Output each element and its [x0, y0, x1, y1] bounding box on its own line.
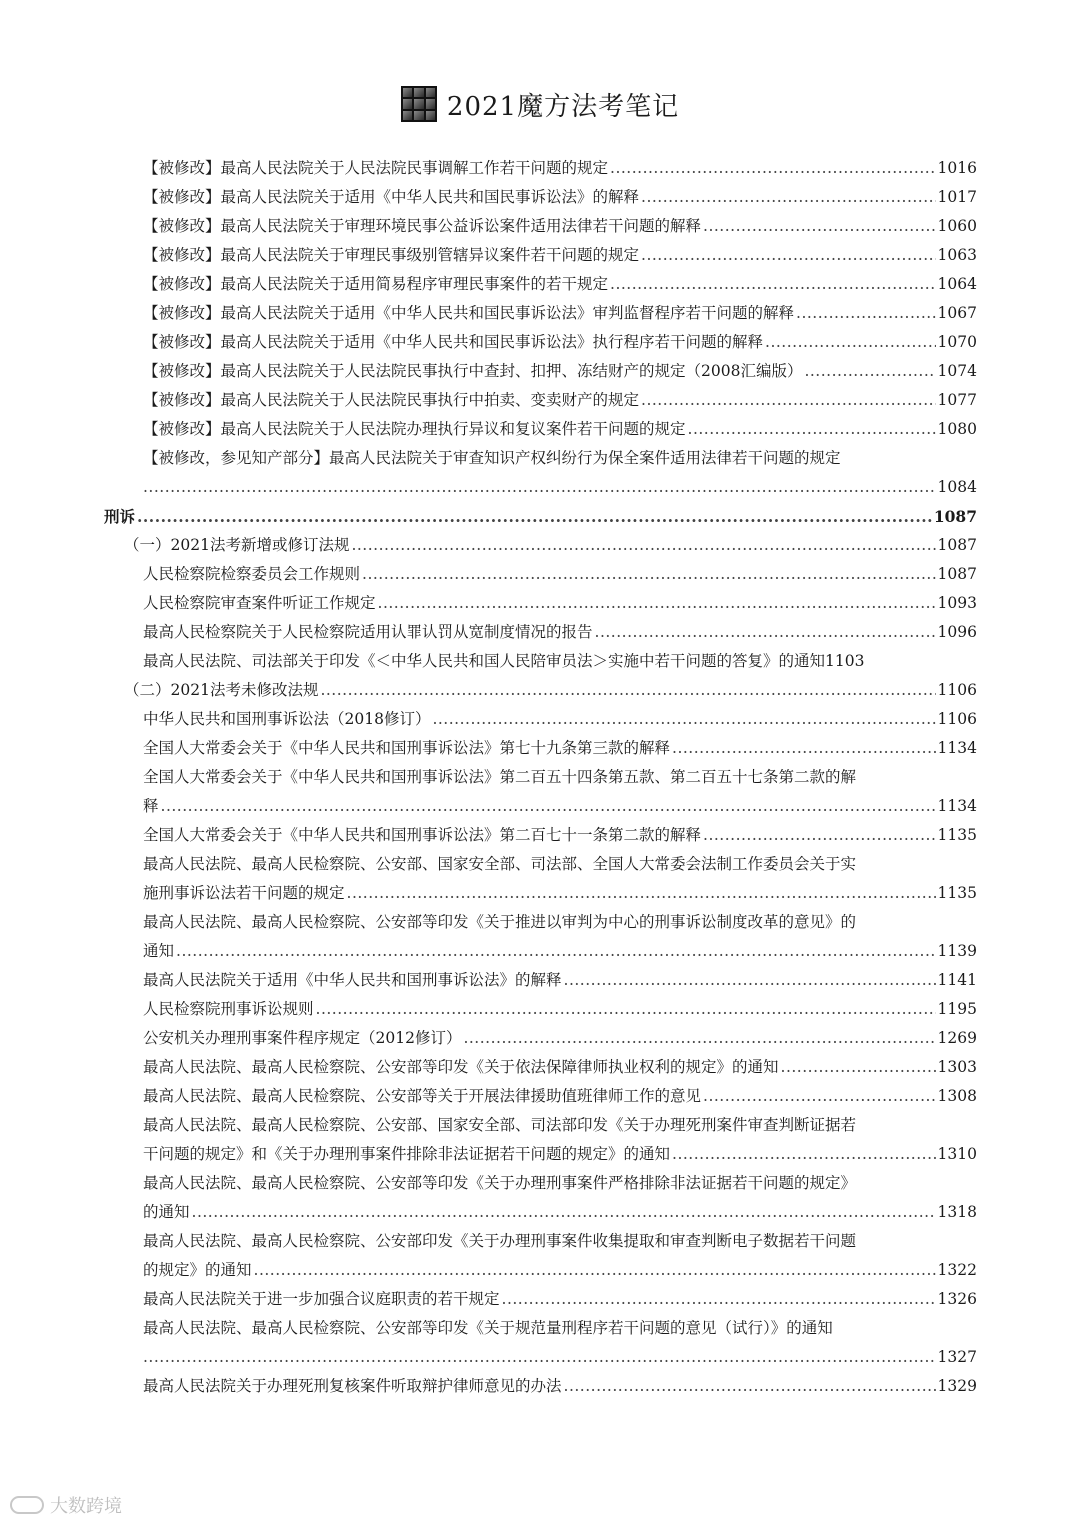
toc-entry-title: 人民检察院审查案件听证工作规定 [143, 594, 376, 612]
toc-entry-page: 1070 [937, 333, 977, 351]
toc-entry[interactable] [143, 560, 977, 589]
toc-entry[interactable] [143, 821, 977, 850]
toc-entry-page: 1303 [937, 1058, 977, 1076]
toc-entry-line2: 释 [143, 797, 159, 815]
toc-entry-page: 1308 [937, 1087, 977, 1105]
toc-entry-page: 1269 [937, 1029, 977, 1047]
toc-entry-line1[interactable]: 全国人大常委会关于《中华人民共和国刑事诉讼法》第二百五十四条第五款、第二百五十七条第二款的解 [143, 768, 857, 786]
toc-entry-title: 最高人民法院关于适用《中华人民共和国刑事诉讼法》的解释 [143, 971, 562, 989]
toc-entry[interactable] [143, 415, 977, 444]
toc-entry-title: 【被修改】最高人民法院关于人民法院民事调解工作若干问题的规定 [143, 159, 609, 177]
toc-entry-page: 1017 [937, 188, 977, 206]
toc-section-page: 1087 [933, 507, 977, 526]
toc-entry-page: 1310 [937, 1145, 977, 1163]
toc-entry-line1[interactable]: 最高人民法院、最高人民检察院、公安部、国家安全部、司法部印发《关于办理死刑案件审查判断证据若 [143, 1116, 857, 1134]
toc-entry[interactable] [143, 647, 977, 676]
toc-entry-title: 最高人民检察院关于人民检察院适用认罪认罚从宽制度情况的报告 [143, 623, 593, 641]
toc-entry-title: 【被修改】最高人民法院关于适用《中华人民共和国民事诉讼法》执行程序若干问题的解释 [143, 333, 764, 351]
toc-entry-line1[interactable]: 最高人民法院、最高人民检察院、公安部、国家安全部、司法部、全国人大常委会法制工作委员会关于实 [143, 855, 857, 873]
chain-link-icon [10, 1496, 44, 1514]
toc-subsection[interactable] [124, 531, 977, 560]
toc-entry[interactable] [143, 270, 977, 299]
toc-entry-title: 人民检察院检察委员会工作规则 [143, 565, 361, 583]
toc-entry-page: 1064 [937, 275, 977, 293]
toc-entry-title: 全国人大常委会关于《中华人民共和国刑事诉讼法》第二百七十一条第二款的解释 [143, 826, 702, 844]
rubiks-cube-logo-icon [401, 86, 437, 122]
toc-entry-page: 1096 [937, 623, 977, 641]
toc-entry-page: 1093 [937, 594, 977, 612]
toc-entry-title: 最高人民法院关于进一步加强合议庭职责的若干规定 [143, 1290, 500, 1308]
toc-entry-page: 1080 [937, 420, 977, 438]
watermark-text: 大数跨境 [50, 1496, 122, 1517]
toc-entry-title: 【被修改】最高人民法院关于人民法院民事执行中查封、扣押、冻结财产的规定（2008汇编版） [143, 362, 803, 380]
toc-subsection-title: （二）2021法考未修改法规 [124, 681, 319, 699]
toc-entry-title: 【被修改】最高人民法院关于适用《中华人民共和国民事诉讼法》审判监督程序若干问题的解释 [143, 304, 795, 322]
toc-entry[interactable] [143, 734, 977, 763]
toc-entry-title: 全国人大常委会关于《中华人民共和国刑事诉讼法》第七十九条第三款的解释 [143, 739, 671, 757]
toc-entry[interactable] [143, 966, 977, 995]
toc-entry[interactable] [143, 1372, 977, 1401]
toc-entry-page: 1139 [937, 942, 977, 960]
toc-entry-title: 最高人民法院关于办理死刑复核案件听取辩护律师意见的办法 [143, 1377, 562, 1395]
toc-entry[interactable] [143, 299, 977, 328]
toc-subsection-title: （一）2021法考新增或修订法规 [124, 536, 350, 554]
toc-subsection-page: 1106 [937, 681, 977, 699]
toc-entry[interactable] [143, 589, 977, 618]
toc-entry-title: 【被修改】最高人民法院关于人民法院办理执行异议和复议案件若干问题的规定 [143, 420, 686, 438]
toc-entry[interactable] [143, 1053, 977, 1082]
toc-subsection[interactable] [124, 676, 977, 705]
toc-entry[interactable] [143, 1285, 977, 1314]
toc-entry[interactable] [143, 937, 977, 966]
toc-entry[interactable] [143, 183, 977, 212]
toc-entry[interactable] [143, 357, 977, 386]
toc-entry-line2: 通知 [143, 942, 175, 960]
toc-entry[interactable] [143, 618, 977, 647]
toc-entry-title: 最高人民法院、最高人民检察院、公安部等关于开展法律援助值班律师工作的意见 [143, 1087, 702, 1105]
toc-entry-line1[interactable]: 最高人民法院、最高人民检察院、公安部等印发《关于办理刑事案件严格排除非法证据若干问题的规定》 [143, 1174, 857, 1192]
toc-entry-page: 1087 [937, 565, 977, 583]
toc-entry-page: 1141 [937, 971, 977, 989]
toc-entry-title: 人民检察院刑事诉讼规则 [143, 1000, 314, 1018]
toc-entry-title: 公安机关办理刑事案件程序规定（2012修订） [143, 1029, 462, 1047]
toc-entry-title: 【被修改】最高人民法院关于人民法院民事执行中拍卖、变卖财产的规定 [143, 391, 640, 409]
toc-entry-page: 1103 [825, 652, 865, 670]
toc-entry-page: 1327 [937, 1348, 977, 1366]
toc-entry-page: 1326 [937, 1290, 977, 1308]
toc-entry-page: 1077 [937, 391, 977, 409]
toc-entry[interactable] [143, 1024, 977, 1053]
toc-section-title: 刑诉 [104, 507, 136, 526]
toc-entry-line2: 的通知 [143, 1203, 190, 1221]
toc-entry[interactable] [143, 1082, 977, 1111]
toc-entry-page: 1134 [937, 739, 977, 757]
watermark [10, 1492, 122, 1518]
toc-entry[interactable] [143, 995, 977, 1024]
toc-entry[interactable] [143, 1343, 977, 1372]
toc-entry-title: 最高人民法院、司法部关于印发《＜中华人民共和国人民陪审员法＞实施中若干问题的答复》的通知 [143, 652, 826, 670]
toc-entry-line1[interactable]: 最高人民法院、最高人民检察院、公安部等印发《关于规范量刑程序若干问题的意见（试行）》的通知 [143, 1319, 833, 1337]
toc-entry[interactable] [143, 1140, 977, 1169]
toc-entry[interactable] [143, 212, 977, 241]
toc-entry[interactable] [143, 241, 977, 270]
toc-entry-line1[interactable]: 最高人民法院、最高人民检察院、公安部印发《关于办理刑事案件收集提取和审查判断电子数据若干问题 [143, 1232, 857, 1250]
toc-entry-title: 中华人民共和国刑事诉讼法（2018修订） [143, 710, 431, 728]
toc-entry[interactable] [143, 1198, 977, 1227]
toc-entry-line2: 的规定》的通知 [143, 1261, 252, 1279]
toc-entry-page: 1106 [937, 710, 977, 728]
toc-section-criminal-procedure[interactable] [104, 502, 977, 531]
toc-entry-line1[interactable]: 【被修改，参见知产部分】最高人民法院关于审查知识产权纠纷行为保全案件适用法律若干问题的规定 [143, 449, 841, 467]
toc-subsection-page: 1087 [937, 536, 977, 554]
toc-entry-title: 【被修改】最高人民法院关于审理环境民事公益诉讼案件适用法律若干问题的解释 [143, 217, 702, 235]
toc-entry-page: 1060 [937, 217, 977, 235]
page-header [0, 84, 1080, 124]
toc-entry-page: 1318 [937, 1203, 977, 1221]
toc-entry[interactable] [143, 154, 977, 183]
toc-entry[interactable] [143, 473, 977, 502]
toc-entry[interactable] [143, 386, 977, 415]
toc-entry[interactable] [143, 879, 977, 908]
toc-entry-page: 1322 [937, 1261, 977, 1279]
toc-entry-page: 1016 [937, 159, 977, 177]
toc-entry-title: 【被修改】最高人民法院关于适用简易程序审理民事案件的若干规定 [143, 275, 609, 293]
toc-entry[interactable] [143, 792, 977, 821]
toc-entry-page: 1134 [937, 797, 977, 815]
page-title: 2021魔方法考笔记 [446, 91, 680, 122]
toc-entry-title: 【被修改】最高人民法院关于审理民事级别管辖异议案件若干问题的规定 [143, 246, 640, 264]
toc-entry-title: 【被修改】最高人民法院关于适用《中华人民共和国民事诉讼法》的解释 [143, 188, 640, 206]
toc-entry-page: 1329 [937, 1377, 977, 1395]
toc-entry[interactable] [143, 705, 977, 734]
toc-entry-page: 1135 [937, 884, 977, 902]
toc-entry-line2: 干问题的规定》和《关于办理刑事案件排除非法证据若干问题的规定》的通知 [143, 1145, 671, 1163]
toc-entry[interactable] [143, 328, 977, 357]
toc-entry-page: 1067 [937, 304, 977, 322]
toc-entry-page: 1135 [937, 826, 977, 844]
toc-entry-page: 1063 [937, 246, 977, 264]
toc-entry-line2: 施刑事诉讼法若干问题的规定 [143, 884, 345, 902]
toc-entry-page: 1084 [937, 478, 977, 496]
toc-entry-page: 1195 [937, 1000, 977, 1018]
toc-entry-line1[interactable]: 最高人民法院、最高人民检察院、公安部等印发《关于推进以审判为中心的刑事诉讼制度改革的意见》的 [143, 913, 857, 931]
toc-entry-title: 最高人民法院、最高人民检察院、公安部等印发《关于依法保障律师执业权利的规定》的通知 [143, 1058, 779, 1076]
toc-entry-page: 1074 [937, 362, 977, 380]
toc-entry[interactable] [143, 1256, 977, 1285]
